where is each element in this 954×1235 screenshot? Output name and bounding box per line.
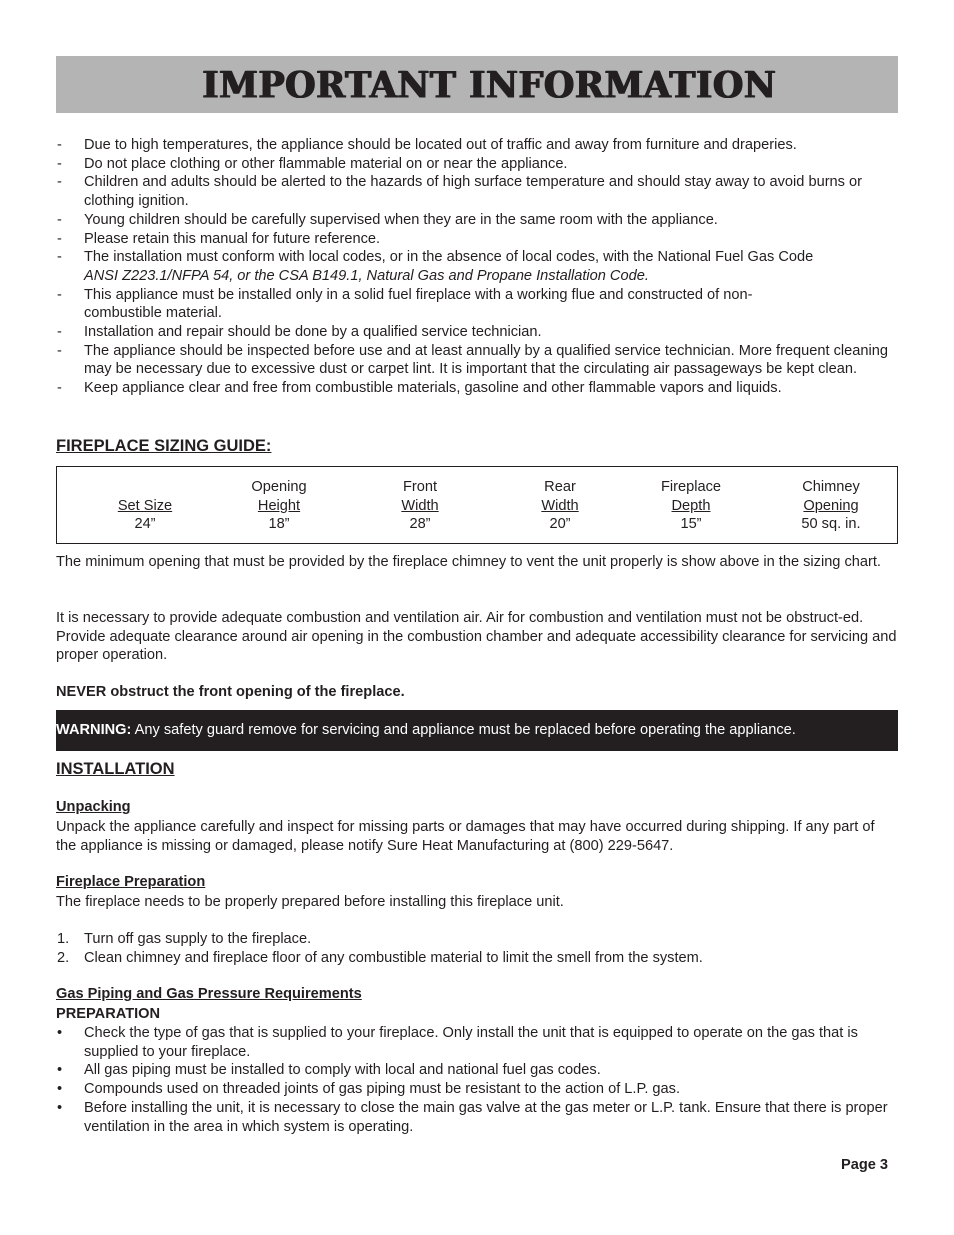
list-item-text: Due to high temperatures, the appliance should be located out of traffic and away from furniture and draperies.	[84, 137, 797, 153]
list-item	[56, 949, 898, 968]
list-item-text: Keep appliance clear and free from combustible materials, gasoline and other flammable vapors and liquids.	[84, 380, 782, 397]
column-header-line2: Depth	[671, 497, 711, 514]
gas-piping-bullets-block	[56, 1024, 898, 1136]
sizing-column-opening-height	[229, 478, 329, 534]
preparation-subheading: PREPARATION	[56, 1006, 161, 1022]
list-item-text: This appliance must be installed only in a solid fuel fireplace with a working flue and constructed of non-combustible material.	[84, 286, 753, 322]
column-value: 28”	[409, 516, 431, 532]
column-header-line2: Height	[257, 497, 301, 514]
list-item	[56, 136, 898, 155]
step-number: 1.	[57, 931, 70, 947]
list-item	[56, 323, 898, 342]
warning-text: Any safety guard remove for servicing and appliance must be replaced before operating the appliance.	[134, 722, 796, 738]
column-value: 20”	[549, 516, 571, 532]
list-item	[56, 930, 898, 949]
preparation-steps-block	[56, 930, 898, 967]
list-dash: -	[57, 249, 62, 266]
sizing-column-front-width	[370, 478, 470, 534]
list-item	[56, 230, 898, 249]
step-text: Turn off gas supply to the fireplace.	[84, 931, 312, 947]
warning-label: WARNING:	[56, 722, 132, 738]
unpacking-heading: Unpacking	[56, 799, 131, 815]
list-dash: -	[57, 174, 62, 191]
list-item	[56, 1099, 898, 1136]
list-item-text: Installation and repair should be done by a qualified service technician.	[84, 324, 542, 341]
list-item	[56, 248, 898, 285]
column-value: 50 sq. in.	[801, 516, 861, 532]
list-item	[56, 1024, 898, 1061]
page-number: Page 3	[841, 1157, 889, 1173]
step-number: 2.	[57, 949, 70, 966]
list-item	[56, 379, 898, 398]
gas-piping-bullets	[56, 1024, 898, 1136]
list-item	[56, 286, 898, 323]
warning-banner	[56, 710, 898, 751]
step-text: Clean chimney and fireplace floor of any combustible material to limit the smell from the system.	[84, 949, 703, 966]
safety-list-block	[56, 136, 898, 398]
bullet-mark: •	[57, 1062, 63, 1079]
column-header-line1: Chimney	[802, 479, 860, 495]
sizing-table	[56, 466, 898, 544]
column-value: 18”	[268, 516, 290, 532]
list-item-text: The appliance should be inspected before use and at least annually by a qualified service technician. More frequent cleaning may be necessary due to excessive dust or carpet lint. It is important that the circulating air passageways be kept clean.	[84, 342, 888, 378]
combustion-paragraph: It is necessary to provide adequate combustion and ventilation air. Air for combustion and ventilation must not be obstruct-ed. Provide adequate clearance around air opening in the combustion chamber and adequate accessibility clearance for servicing and proper operation.	[56, 610, 897, 664]
list-item-text: The installation must conform with local codes, or in the absence of local codes, with the National Fuel Gas Code	[84, 249, 814, 266]
fireplace-preparation-paragraph: The fireplace needs to be properly prepared before installing this fireplace unit.	[56, 894, 564, 910]
list-dash: -	[57, 137, 62, 153]
title-banner	[56, 56, 898, 113]
column-value: 15”	[680, 516, 702, 532]
list-dash: -	[57, 324, 62, 341]
list-dash: -	[57, 211, 62, 228]
bullet-text: Check the type of gas that is supplied to your fireplace. Only install the unit that is equipped to operate on the gas that is supplied to your fireplace.	[84, 1025, 858, 1060]
unpacking-paragraph: Unpack the appliance carefully and inspect for missing parts or damages that may have occurred during shipping. If any part of the appliance is missing or damaged, please notify Sure Heat Manufacturing at (800) 229-5647.	[56, 819, 875, 854]
bullet-mark: •	[57, 1081, 63, 1098]
bullet-mark: •	[57, 1099, 63, 1116]
column-header-line1: Fireplace	[660, 479, 722, 495]
bullet-mark: •	[57, 1025, 63, 1041]
page-title: IMPORTANT INFORMATION	[202, 63, 777, 108]
list-item	[56, 173, 898, 210]
list-item	[56, 1061, 898, 1080]
fireplace-preparation-heading: Fireplace Preparation	[56, 874, 206, 890]
min-opening-paragraph: The minimum opening that must be provided by the fireplace chimney to vent the unit properly is show above in the sizing chart.	[56, 554, 881, 570]
sizing-column-set-size	[87, 478, 203, 534]
sizing-column-fireplace-depth	[641, 478, 741, 534]
sizing-column-chimney-opening	[781, 478, 881, 534]
list-dash: -	[57, 380, 62, 397]
column-header-line1: Front	[402, 479, 438, 495]
bullet-text: Compounds used on threaded joints of gas piping must be resistant to the action of L.P. gas.	[84, 1081, 681, 1098]
column-header-line2: Width	[401, 497, 439, 514]
list-item	[56, 155, 898, 174]
column-header-line2: Set Size	[117, 497, 173, 514]
column-header-line1	[87, 478, 203, 497]
sizing-column-rear-width	[510, 478, 610, 534]
list-item-text: Children and adults should be alerted to the hazards of high surface temperature and should stay away to avoid burns or clothing ignition.	[84, 174, 863, 210]
list-item-text: Please retain this manual for future reference.	[84, 230, 381, 247]
list-item-text: Young children should be carefully supervised when they are in the same room with the appliance.	[84, 211, 718, 228]
bullet-text: All gas piping must be installed to comply with local and national fuel gas codes.	[84, 1062, 601, 1079]
never-obstruct-note: NEVER obstruct the front opening of the fireplace.	[56, 684, 405, 700]
column-header-line2: Width	[541, 497, 579, 514]
list-dash: -	[57, 230, 62, 247]
list-item-text: Do not place clothing or other flammable material on or near the appliance.	[84, 155, 568, 172]
list-dash: -	[57, 342, 62, 359]
safety-list	[56, 136, 898, 398]
code-reference: ANSI Z223.1/NFPA 54, or the CSA B149.1, Natural Gas and Propane Installation Code.	[84, 267, 649, 284]
installation-heading: INSTALLATION	[56, 760, 175, 778]
list-item	[56, 211, 898, 230]
sizing-guide-heading: FIREPLACE SIZING GUIDE:	[56, 437, 272, 455]
column-header-line1: Opening	[251, 479, 307, 495]
gas-piping-heading: Gas Piping and Gas Pressure Requirements	[56, 986, 362, 1002]
list-item	[56, 1080, 898, 1099]
column-header-line1: Rear	[544, 479, 576, 495]
list-dash: -	[57, 155, 62, 172]
list-dash: -	[57, 286, 62, 303]
list-item	[56, 342, 898, 379]
column-value: 24”	[134, 516, 156, 532]
bullet-text: Before installing the unit, it is necessary to close the main gas valve at the gas meter or L.P. tank. Ensure that there is proper ventilation in the area in which system is operating.	[84, 1099, 888, 1135]
preparation-steps	[56, 930, 898, 967]
column-header-line2: Opening	[803, 497, 859, 514]
